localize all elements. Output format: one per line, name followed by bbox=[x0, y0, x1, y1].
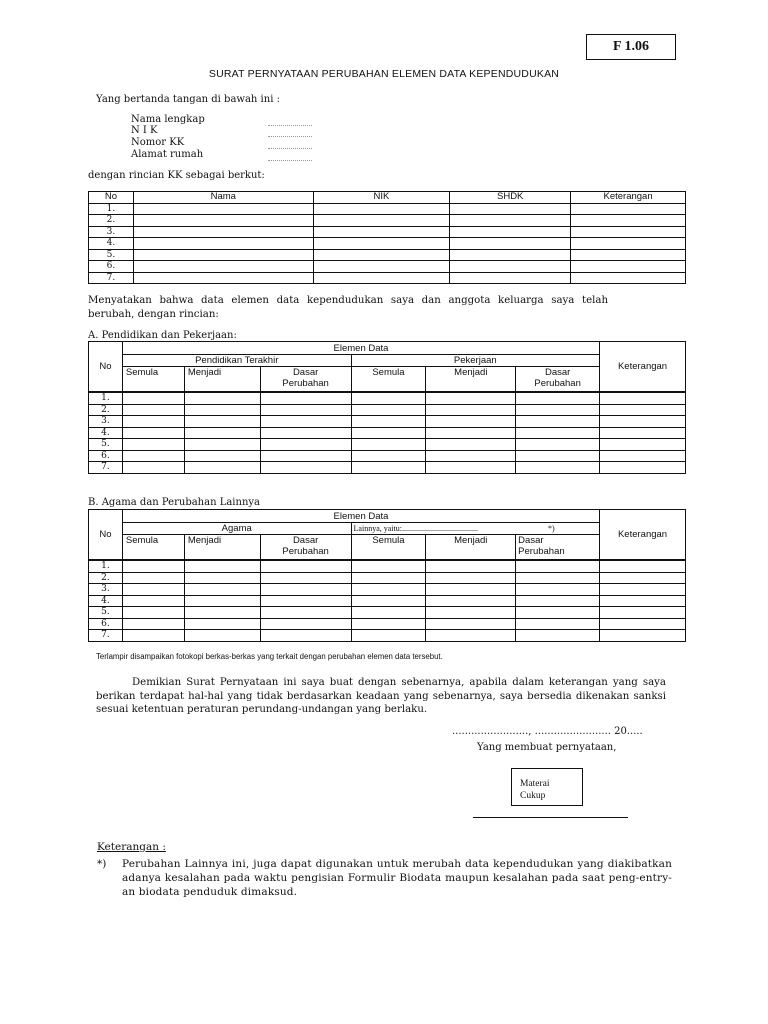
section-a-dasar-2: Dasar Perubahan bbox=[516, 367, 600, 393]
section-a-keterangan-header: Keterangan bbox=[600, 342, 686, 393]
table-row: 3. bbox=[89, 584, 686, 596]
table-row: 7. bbox=[89, 272, 686, 284]
section-b-group-agama: Agama bbox=[122, 523, 351, 535]
table-row: 1. bbox=[89, 203, 686, 215]
section-b-menjadi-2: Menjadi bbox=[426, 535, 516, 561]
field-line-alamat[interactable] bbox=[268, 159, 312, 161]
section-a-group-pendidikan: Pendidikan Terakhir bbox=[122, 355, 351, 367]
table-row: 4. bbox=[89, 238, 686, 250]
section-b-no-header: No bbox=[89, 510, 123, 561]
section-a-no-header: No bbox=[89, 342, 123, 393]
kk-header-keterangan: Keterangan bbox=[571, 192, 686, 204]
table-row: 2. bbox=[89, 215, 686, 227]
section-b-dasar-2: Dasar Perubahan bbox=[516, 535, 600, 561]
intro-text: Yang bertanda tangan di bawah ini : bbox=[96, 94, 280, 105]
table-row: 5. bbox=[89, 249, 686, 261]
section-a-dasar-1: Dasar Perubahan bbox=[260, 367, 351, 393]
section-a-group-pekerjaan: Pekerjaan bbox=[351, 355, 600, 367]
table-row: 5. bbox=[89, 439, 686, 451]
table-row: 3. bbox=[89, 416, 686, 428]
table-row: 2. bbox=[89, 404, 686, 416]
materai-box: Materai Cukup bbox=[511, 768, 583, 806]
signer-label: Yang membuat pernyataan, bbox=[477, 742, 617, 753]
section-b-menjadi-1: Menjadi bbox=[184, 535, 260, 561]
table-row: 5. bbox=[89, 607, 686, 619]
section-a-title: A. Pendidikan dan Pekerjaan: bbox=[88, 330, 237, 341]
field-label-nomor-kk: Nomor KK bbox=[131, 137, 185, 148]
section-b-table bbox=[88, 509, 686, 642]
document-title: SURAT PERNYATAAN PERUBAHAN ELEMEN DATA KEPENDUDUKAN bbox=[208, 68, 560, 80]
kk-header-nama: Nama bbox=[133, 192, 313, 204]
table-row: 7. bbox=[89, 462, 686, 474]
section-b-title: B. Agama dan Perubahan Lainnya bbox=[88, 497, 260, 508]
table-row: 7. bbox=[89, 630, 686, 642]
field-line-nama[interactable] bbox=[268, 124, 312, 126]
kk-table-header bbox=[89, 192, 686, 204]
form-code-box: F 1.06 bbox=[586, 34, 676, 60]
statement-text: Menyatakan bahwa data elemen data kependudukan saya dan anggota keluarga saya telah berubah, dengan rincian: bbox=[88, 295, 608, 320]
field-label-nama: Nama lengkap bbox=[131, 114, 205, 125]
notes-title: Keterangan : bbox=[97, 841, 166, 853]
attachment-note: Terlampir disampaikan fotokopi berkas-berkas yang terkait dengan perubahan elemen data tersebut. bbox=[96, 652, 443, 661]
section-a-table bbox=[88, 341, 686, 474]
section-b-dasar-1: Dasar Perubahan bbox=[260, 535, 351, 561]
notes-mark: *) bbox=[97, 858, 107, 870]
kk-header-shdk: SHDK bbox=[450, 192, 571, 204]
section-b-semula-2: Semula bbox=[351, 535, 426, 561]
table-row: 6. bbox=[89, 450, 686, 462]
field-label-nik: N I K bbox=[131, 125, 158, 136]
kk-header-no: No bbox=[89, 192, 134, 204]
field-line-nomor-kk[interactable] bbox=[268, 147, 312, 149]
closing-paragraph: Demikian Surat Pernyataan ini saya buat dengan sebenarnya, apabila dalam keterangan yang saya berikan terdapat hal-hal yang tidak berdasarkan keadaan yang sebenarnya, saya bersedia dikenakan sanksi sesuai ketentuan peraturan perundang-undangan yang berlaku. bbox=[96, 677, 666, 715]
date-line[interactable]: ........................, ........................ 20..... bbox=[452, 726, 643, 737]
section-a-menjadi-1: Menjadi bbox=[184, 367, 260, 393]
signature-line[interactable] bbox=[473, 817, 628, 818]
section-b-semula-1: Semula bbox=[122, 535, 184, 561]
table-row: 1. bbox=[89, 392, 686, 404]
table-row: 2. bbox=[89, 572, 686, 584]
table-row: 6. bbox=[89, 261, 686, 273]
table-row: 4. bbox=[89, 427, 686, 439]
section-a-menjadi-2: Menjadi bbox=[426, 367, 516, 393]
kk-table bbox=[88, 191, 686, 284]
table-row: 1. bbox=[89, 560, 686, 572]
table-row: 6. bbox=[89, 618, 686, 630]
field-label-alamat: Alamat rumah bbox=[131, 149, 204, 160]
section-b-group-lainnya: Lainnya, yaitu:...................................... *) bbox=[351, 523, 600, 535]
section-b-keterangan-header: Keterangan bbox=[600, 510, 686, 561]
field-line-nik[interactable] bbox=[268, 135, 312, 137]
kk-intro: dengan rincian KK sebagai berkut: bbox=[88, 170, 265, 181]
notes-text: Perubahan Lainnya ini, juga dapat digunakan untuk merubah data kependudukan yang diakibatkan adanya kesalahan pada waktu pengisian Formulir Biodata maupun kesalahan pada saat peng-entry-an biodata penduduk dimaksud. bbox=[122, 858, 672, 898]
section-a-elemen-header: Elemen Data bbox=[122, 342, 599, 355]
section-a-semula-1: Semula bbox=[122, 367, 184, 393]
kk-header-nik: NIK bbox=[313, 192, 450, 204]
table-row: 3. bbox=[89, 226, 686, 238]
section-b-elemen-header: Elemen Data bbox=[122, 510, 599, 523]
table-row: 4. bbox=[89, 595, 686, 607]
section-a-semula-2: Semula bbox=[351, 367, 426, 393]
